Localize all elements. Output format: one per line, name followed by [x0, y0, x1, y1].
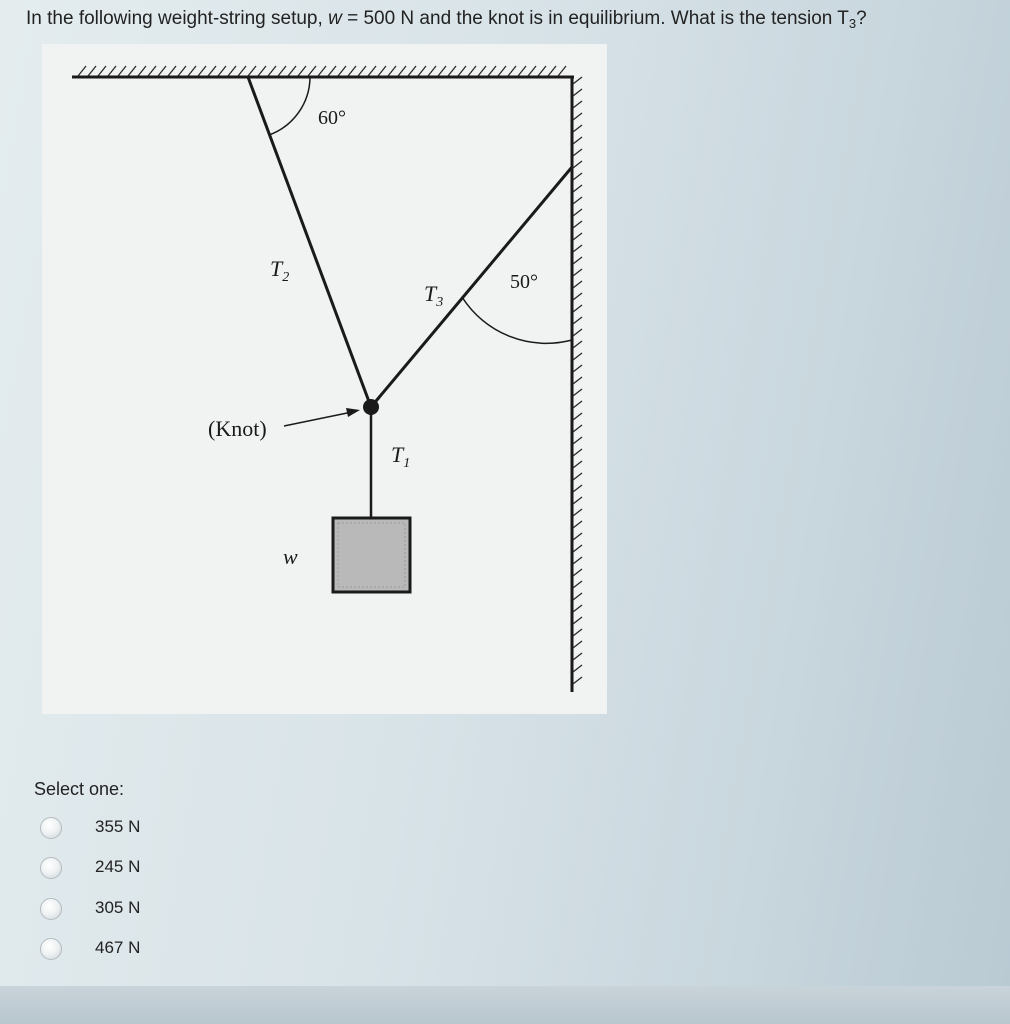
answer-option-1[interactable]: [40, 815, 240, 845]
radio-button[interactable]: [40, 857, 62, 879]
string-t3: [371, 167, 572, 407]
bottom-panel: [0, 986, 1010, 1024]
question-subscript: 3: [848, 16, 857, 31]
label-t3: $T_3$: [424, 281, 444, 310]
answer-option-4[interactable]: [40, 936, 240, 966]
radio-button[interactable]: [40, 938, 62, 960]
ceiling-hatch: [78, 66, 566, 76]
knot-arrowhead: [346, 408, 360, 417]
answer-label[interactable]: 245 N: [95, 857, 141, 876]
label-t2: $T_2$: [270, 256, 290, 285]
radio-button[interactable]: [40, 898, 62, 920]
answer-label[interactable]: 467 N: [95, 938, 141, 957]
wall-hatch: [573, 77, 582, 684]
question-var-w: w: [328, 8, 342, 29]
knot-dot: [363, 399, 379, 415]
answer-option-2[interactable]: [40, 855, 240, 885]
angle-arc-top: [269, 77, 310, 135]
label-t1: $T_1$: [391, 442, 411, 471]
question-text: [26, 8, 1001, 31]
question-text-part: ?: [856, 8, 867, 29]
answer-label[interactable]: 305 N: [95, 898, 141, 917]
label-w: w: [283, 544, 298, 569]
question-text-part: = 500 N and the knot is in equilibrium. What is the tension T: [341, 8, 849, 29]
label-knot: (Knot): [208, 416, 267, 441]
diagram-svg: [42, 44, 607, 714]
answer-option-3[interactable]: [40, 896, 240, 926]
weight-block: [333, 518, 410, 592]
angle-label-top: 60°: [318, 107, 346, 129]
string-t2: [248, 77, 371, 407]
knot-arrow: [284, 412, 352, 426]
physics-diagram: [42, 44, 607, 714]
radio-button[interactable]: [40, 817, 62, 839]
angle-label-right: 50°: [510, 271, 538, 293]
select-one-label: Select one:: [34, 779, 125, 799]
answer-label[interactable]: 355 N: [95, 817, 141, 836]
question-text-part: In the following weight-string setup,: [26, 8, 329, 29]
angle-arc-right: [462, 297, 572, 343]
